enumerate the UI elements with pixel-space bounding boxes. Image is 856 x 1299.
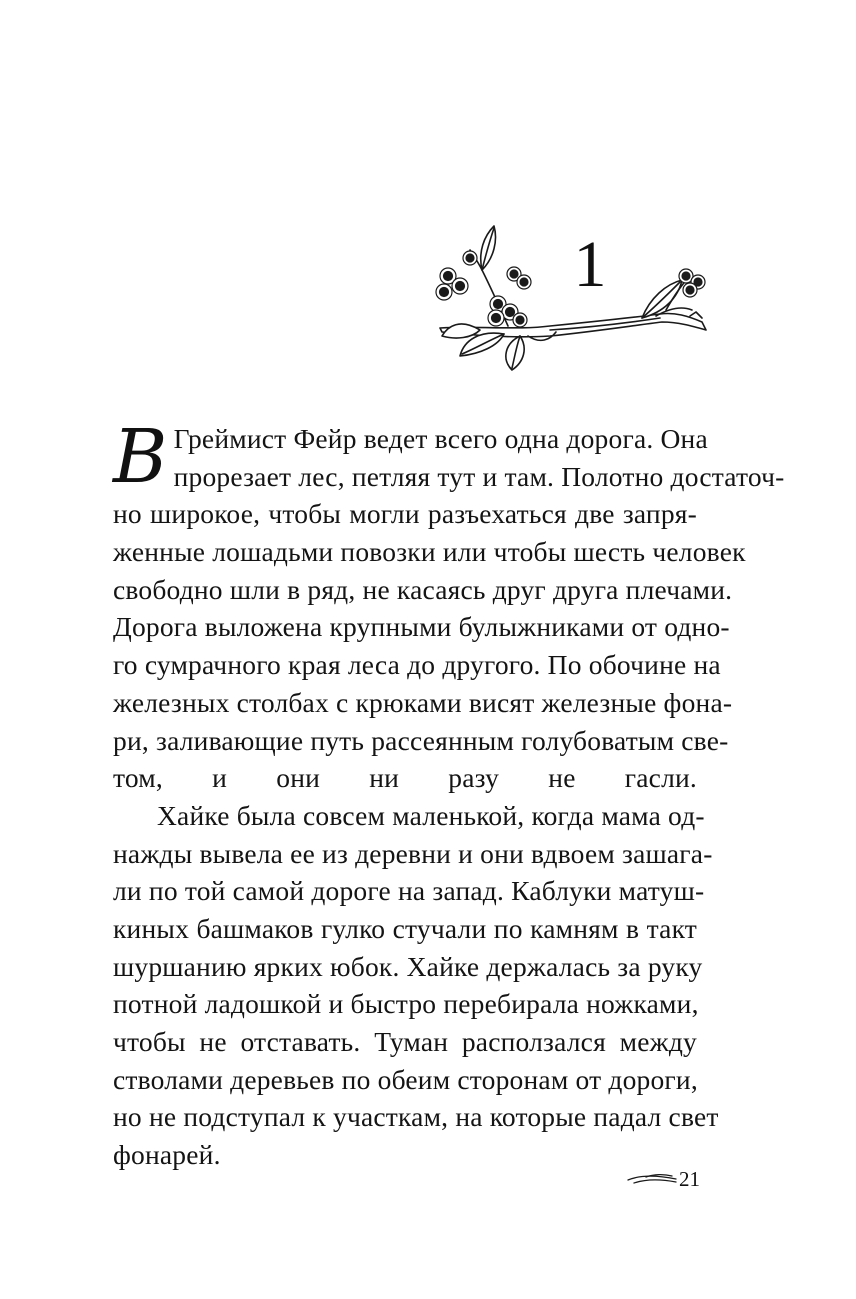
text-line: железных столбах с крюками висят железные фона- (113, 686, 733, 718)
drop-cap: В (113, 414, 168, 500)
text-line: ли по той самой дороге на запад. Каблуки матуш- (113, 875, 705, 907)
text-line: но широкое, чтобы могли разъехаться две запря- (113, 498, 697, 530)
text-line: фонарей. (113, 1139, 221, 1171)
text-line: Греймист Фейр ведет всего одна дорога. Она (173, 423, 708, 454)
page-number: 21 (679, 1167, 700, 1191)
text-line: Хайке была совсем маленькой, когда мама од- (157, 799, 705, 831)
text-line: Дорога выложена крупными булыжниками от одно- (113, 611, 730, 643)
chapter-body-text (113, 414, 785, 1174)
text-line: но не подступал к участкам, на которые падал свет (113, 1101, 719, 1133)
text-line: ри, заливающие путь рассеянным голубоватым све- (113, 724, 729, 756)
text-line: потной ладошкой и быстро перебирала ножками, (113, 988, 699, 1020)
text-line: киных башмаков гулко стучали по камням в такт (113, 912, 697, 944)
paragraph-1 (113, 414, 785, 797)
text-line: чтобы не отставать. Туман расползался между (113, 1026, 697, 1057)
text-line: свободно шли в ряд, не касаясь друг друга плечами. (113, 573, 733, 605)
text-line: го сумрачного края леса до другого. По обочине на (113, 649, 721, 681)
swirl-flourish-icon (626, 1171, 678, 1187)
text-line: том, и они ни разу не гасли. (113, 762, 697, 794)
text-line: шуршанию ярких юбок. Хайке держалась за руку (113, 950, 703, 982)
page-footer (626, 1164, 700, 1194)
chapter-number: 1 (573, 228, 607, 301)
text-line: прорезает лес, петляя тут и там. Полотно достаточ- (173, 460, 785, 492)
paragraph-2 (113, 797, 719, 1174)
text-line: женные лошадьми повозки или чтобы шесть человек (113, 536, 746, 568)
text-line: нажды вывела ее из деревни и они вдвоем зашага- (113, 837, 713, 869)
text-line: стволами деревьев по обеим сторонам от дороги, (113, 1063, 698, 1095)
